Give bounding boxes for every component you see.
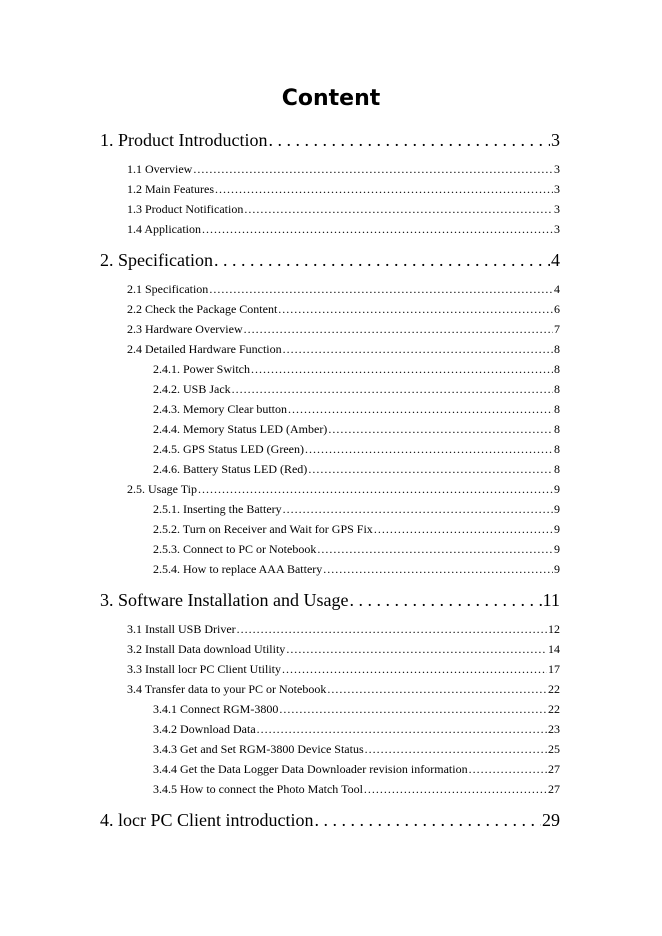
toc-leader-dots [244, 202, 553, 217]
toc-entry-page-number: 9 [554, 542, 560, 556]
toc-leader-dots [251, 362, 553, 377]
toc-entry[interactable] [127, 302, 560, 318]
toc-entry-label: 2.1 Specification [127, 282, 209, 296]
toc-leader-dots [365, 742, 547, 757]
toc-entry[interactable] [127, 322, 560, 338]
toc-entry-label: 2.4.2. USB Jack [153, 382, 231, 396]
toc-leader-dots [288, 402, 553, 417]
toc-entry-page-number: 23 [548, 722, 560, 736]
toc-entry[interactable] [153, 382, 560, 398]
toc-leader-dots [317, 542, 553, 557]
toc-entry-page-number: 6 [554, 302, 560, 316]
toc-entry-label: 4. locr PC Client introduction [100, 810, 314, 830]
toc-leader-dots [283, 502, 553, 517]
toc-entry-page-number: 8 [554, 382, 560, 396]
toc-entry-label: 2.5.4. How to replace AAA Battery [153, 562, 323, 576]
toc-leader-dots [283, 342, 553, 357]
toc-leader-dots [198, 482, 553, 497]
toc-entry-page-number: 8 [554, 342, 560, 356]
toc-entry-label: 1.4 Application [127, 222, 201, 236]
toc-entry-page-number: 8 [554, 442, 560, 456]
toc-entry[interactable] [127, 282, 560, 298]
toc-entry[interactable] [153, 422, 560, 438]
toc-entry-page-number: 8 [554, 422, 560, 436]
toc-leader-dots [214, 250, 550, 271]
toc-entry-label: 3.4.3 Get and Set RGM-3800 Device Status [153, 742, 364, 756]
toc-entry[interactable] [127, 162, 560, 178]
toc-entry[interactable] [153, 522, 560, 538]
toc-entry-label: 3. Software Installation and Usage [100, 590, 349, 610]
toc-leader-dots [327, 682, 547, 697]
toc-entry-label: 3.4.2 Download Data [153, 722, 256, 736]
toc-entry[interactable] [127, 482, 560, 498]
toc-entry[interactable] [153, 442, 560, 458]
toc-entry[interactable] [127, 182, 560, 198]
toc-entry-page-number: 27 [548, 762, 560, 776]
toc-entry-page-number: 3 [551, 130, 560, 150]
toc-entry-page-number: 9 [554, 502, 560, 516]
toc-leader-dots [374, 522, 553, 537]
toc-leader-dots [193, 162, 553, 177]
toc-entry-label: 3.4.4 Get the Data Logger Data Downloader revision information [153, 762, 468, 776]
toc-entry[interactable] [127, 622, 560, 638]
toc-entry[interactable] [127, 342, 560, 358]
toc-leader-dots [257, 722, 547, 737]
toc-entry-label: 2. Specification [100, 250, 213, 270]
toc-entry-page-number: 9 [554, 562, 560, 576]
toc-entry[interactable] [153, 502, 560, 518]
toc-entry-page-number: 7 [554, 322, 560, 336]
toc-entry[interactable] [153, 782, 560, 798]
toc-leader-dots [244, 322, 553, 337]
toc-entry-label: 2.4 Detailed Hardware Function [127, 342, 282, 356]
toc-entry-label: 3.3 Install locr PC Client Utility [127, 662, 281, 676]
toc-entry-label: 3.4 Transfer data to your PC or Notebook [127, 682, 327, 696]
toc-entry-page-number: 3 [554, 222, 560, 236]
toc-entry-label: 3.1 Install USB Driver [127, 622, 236, 636]
toc-entry[interactable] [100, 130, 560, 152]
toc-entry-label: 3.4.1 Connect RGM-3800 [153, 702, 279, 716]
toc-entry[interactable] [127, 682, 560, 698]
toc-entry[interactable] [153, 562, 560, 578]
toc-leader-dots [469, 762, 547, 777]
toc-entry[interactable] [127, 202, 560, 218]
toc-leader-dots [202, 222, 553, 237]
toc-leader-dots [268, 130, 550, 151]
toc-leader-dots [323, 562, 553, 577]
toc-entry-page-number: 3 [554, 182, 560, 196]
toc-leader-dots [232, 382, 553, 397]
toc-entry-label: 1.1 Overview [127, 162, 193, 176]
toc-entry-page-number: 3 [554, 202, 560, 216]
toc-entry[interactable] [127, 222, 560, 238]
toc-entry[interactable] [153, 722, 560, 738]
toc-entry-page-number: 17 [548, 662, 560, 676]
toc-entry-label: 2.4.4. Memory Status LED (Amber) [153, 422, 328, 436]
toc-entry-label: 2.4.1. Power Switch [153, 362, 250, 376]
toc-leader-dots [278, 302, 553, 317]
toc-entry[interactable] [127, 642, 560, 658]
toc-leader-dots [364, 782, 547, 797]
toc-entry[interactable] [153, 402, 560, 418]
toc-entry[interactable] [153, 462, 560, 478]
toc-leader-dots [279, 702, 547, 717]
toc-entry-label: 2.5.3. Connect to PC or Notebook [153, 542, 317, 556]
toc-entry-label: 1.3 Product Notification [127, 202, 244, 216]
toc-entry-label: 1. Product Introduction [100, 130, 268, 150]
toc-entry-page-number: 3 [554, 162, 560, 176]
toc-entry-page-number: 25 [548, 742, 560, 756]
toc-entry-label: 2.5.2. Turn on Receiver and Wait for GPS Fix [153, 522, 373, 536]
toc-entry-label: 2.5. Usage Tip [127, 482, 198, 496]
toc-entry-label: 3.4.5 How to connect the Photo Match Tool [153, 782, 363, 796]
toc-entry-label: 2.4.5. GPS Status LED (Green) [153, 442, 304, 456]
toc-entry-page-number: 9 [554, 482, 560, 496]
toc-leader-dots [305, 442, 553, 457]
toc-leader-dots [328, 422, 553, 437]
toc-leader-dots [209, 282, 553, 297]
toc-entry-page-number: 11 [542, 590, 560, 610]
toc-entry-page-number: 4 [554, 282, 560, 296]
toc-entry-label: 2.5.1. Inserting the Battery [153, 502, 282, 516]
toc-entry-page-number: 22 [548, 682, 560, 696]
toc-entry[interactable] [100, 250, 560, 272]
toc-entry-label: 2.2 Check the Package Content [127, 302, 278, 316]
toc-entry-page-number: 14 [548, 642, 560, 656]
toc-entry-page-number: 12 [548, 622, 560, 636]
toc-leader-dots [315, 810, 542, 831]
toc-entry-page-number: 4 [551, 250, 560, 270]
toc-leader-dots [237, 622, 547, 637]
toc-entry-label: 2.4.6. Battery Status LED (Red) [153, 462, 308, 476]
toc-leader-dots [308, 462, 553, 477]
toc-entry-label: 1.2 Main Features [127, 182, 214, 196]
toc-entry[interactable] [153, 362, 560, 378]
toc-entry-page-number: 8 [554, 402, 560, 416]
toc-leader-dots [349, 590, 541, 611]
toc-entry[interactable] [100, 810, 560, 832]
toc-entry-label: 2.3 Hardware Overview [127, 322, 243, 336]
toc-entry[interactable] [127, 662, 560, 678]
toc-leader-dots [282, 662, 547, 677]
toc-leader-dots [286, 642, 547, 657]
page-title: Content [281, 86, 381, 111]
toc-entry-page-number: 8 [554, 462, 560, 476]
toc-leader-dots [215, 182, 553, 197]
toc-entry-page-number: 22 [548, 702, 560, 716]
toc-entry-page-number: 29 [542, 810, 560, 830]
toc-entry[interactable] [100, 590, 560, 612]
toc-entry[interactable] [153, 542, 560, 558]
toc-entry-label: 3.2 Install Data download Utility [127, 642, 286, 656]
toc-entry-page-number: 8 [554, 362, 560, 376]
toc-entry[interactable] [153, 742, 560, 758]
toc-entry[interactable] [153, 702, 560, 718]
toc-entry-label: 2.4.3. Memory Clear button [153, 402, 287, 416]
toc-entry-page-number: 27 [548, 782, 560, 796]
toc-entry-page-number: 9 [554, 522, 560, 536]
toc-entry[interactable] [153, 762, 560, 778]
